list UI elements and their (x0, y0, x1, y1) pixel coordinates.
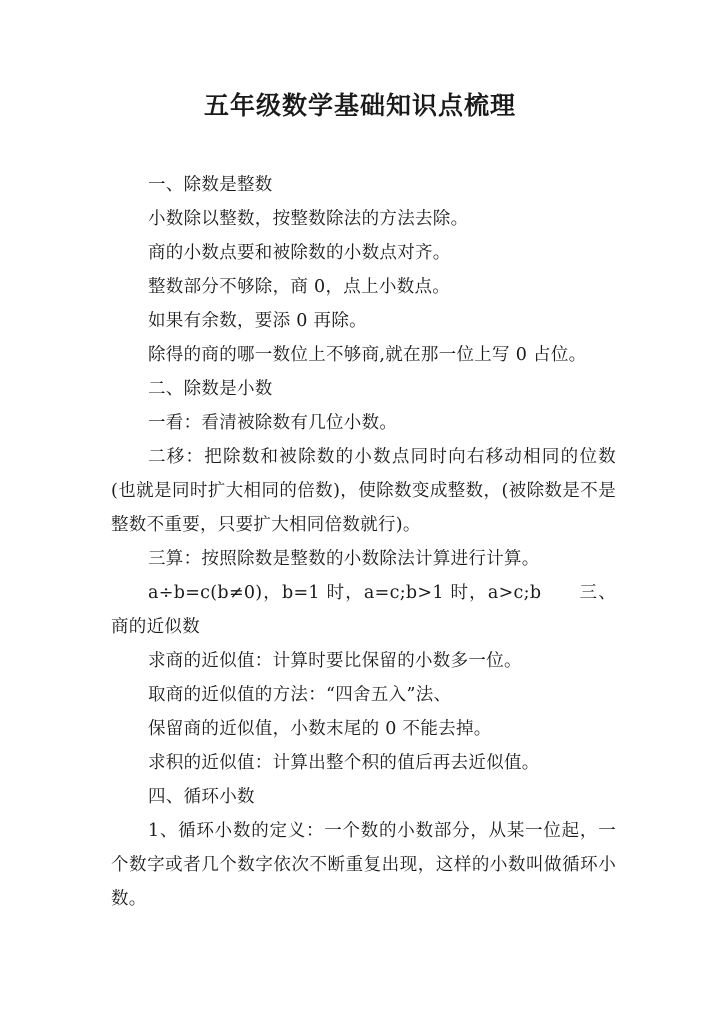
section-heading-1: 一、除数是整数 (148, 175, 273, 195)
paragraph: 取商的近似值的方法：“四舍五入”法、 (148, 685, 452, 705)
paragraph: 整数部分不够除，商 0，点上小数点。 (148, 277, 451, 297)
paragraph: 除得的商的哪一数位上不够商,就在那一位上写 0 占位。 (148, 345, 587, 365)
paragraph: 一看：看清被除数有几位小数。 (148, 413, 398, 433)
paragraph: 二移：把除数和被除数的小数点同时向右移动相同的位数(也就是同时扩大相同的倍数)，使除数变成整数，(被除数是不是整数不重要，只要扩大相同倍数就行)。 (111, 447, 616, 535)
paragraph: 求积的近似值：计算出整个积的值后再去近似值。 (148, 753, 540, 773)
paragraph: 三算：按照除数是整数的小数除法计算进行计算。 (148, 549, 540, 569)
document-body (111, 168, 616, 916)
section-heading-2: 二、除数是小数 (148, 379, 273, 399)
paragraph: 小数除以整数，按整数除法的方法去除。 (148, 209, 469, 229)
document-title: 五年级数学基础知识点梳理 (203, 91, 516, 120)
paragraph: 保留商的近似值，小数末尾的 0 不能去掉。 (148, 719, 492, 739)
paragraph: 如果有余数，要添 0 再除。 (148, 311, 367, 331)
paragraph: 1、循环小数的定义：一个数的小数部分，从某一位起，一个数字或者几个数字依次不断重复出现，这样的小数叫做循环小数。 (111, 821, 616, 909)
paragraph: a÷b=c(b≠0)，b=1 时，a=c;b>1 时，a>c;b 三、商的近似数 (111, 583, 616, 637)
section-heading-4: 四、循环小数 (148, 787, 255, 807)
paragraph: 商的小数点要和被除数的小数点对齐。 (148, 243, 451, 263)
paragraph: 求商的近似值：计算时要比保留的小数多一位。 (148, 651, 522, 671)
